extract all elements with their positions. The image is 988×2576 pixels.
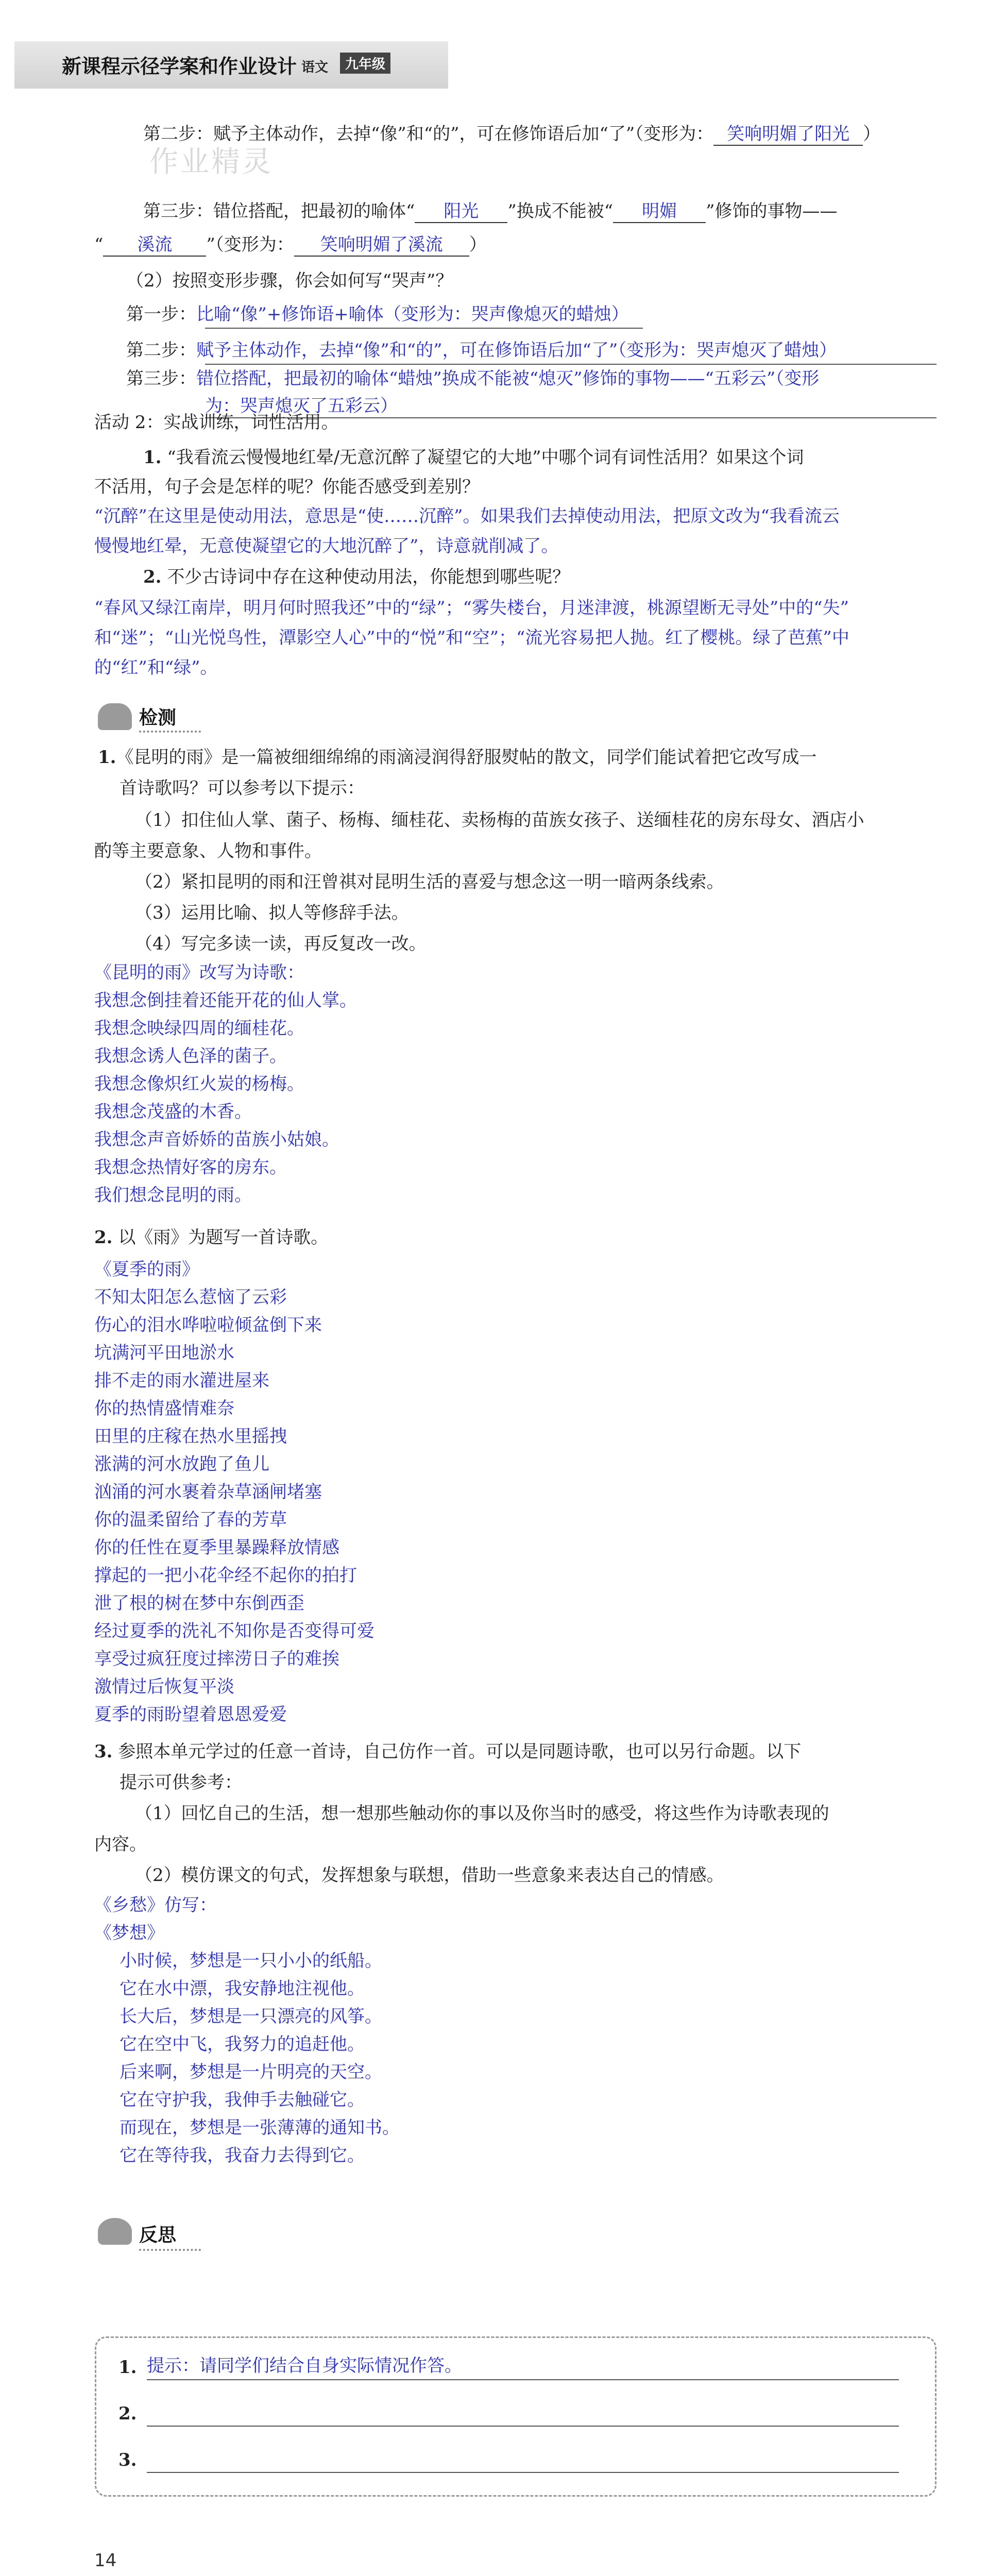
poem2-line: 夏季的雨盼望着恩恩爱爱 <box>94 1704 287 1725</box>
reflect-section-heading: 反思 <box>139 2225 177 2246</box>
act2-q1: 1. “我看流云慢慢地红晕/无意沉醉了凝望它的大地”中哪个词有词性活用？如果这个词 <box>143 447 804 468</box>
q2-intro: （2）按照变形步骤，你会如何写“哭声”？ <box>126 270 453 291</box>
poem2-line: 你的热情盛情难奈 <box>94 1398 234 1419</box>
poem3-line: 长大后，梦想是一只漂亮的风筝。 <box>120 2006 382 2027</box>
poem2-line: 经过夏季的洗礼不知你是否变得可爱 <box>94 1621 374 1641</box>
poem2-line: 坑满河平田地淤水 <box>94 1343 234 1363</box>
act2-a1-l2: 慢慢地红晕，无意使凝望它的大地沉醉了”，诗意就削减了。 <box>94 536 559 556</box>
check-q2: 2. 以《雨》为题写一首诗歌。 <box>94 1227 329 1248</box>
page-number: 14 <box>94 2550 117 2571</box>
step3-line: 第三步：错位搭配，把最初的喻体“ 阳光 ”换成不能被“ 明媚 ”修饰的事物—— <box>143 201 838 223</box>
step3-vehicle-answer: 阳光 <box>415 201 507 223</box>
answer-underline <box>205 328 643 329</box>
act2-a1-l1: “沉醉”在这里是使动用法，意思是“使……沉醉”。如果我们去掉使动用法，把原文改为“我看流云 <box>94 506 840 527</box>
reflect-item-number: 2. <box>118 2403 137 2424</box>
section-divider <box>139 2249 201 2251</box>
header-grade-badge: 九年级 <box>340 53 390 74</box>
check-q3-cont: 提示可供参考： <box>120 1772 242 1793</box>
poem1-line: 我想念热情好客的房东。 <box>94 1157 287 1178</box>
answer-underline <box>205 364 936 365</box>
reflect-item-answer: 提示：请同学们结合自身实际情况作答。 <box>147 2355 462 2376</box>
header-subject: 语文 <box>301 60 329 75</box>
q2-step3-answer: 错位搭配，把最初的喻体“蜡烛”换成不能被“熄灭”修饰的事物——“五彩云”（变形 <box>196 368 820 389</box>
q2-step1-answer: 比喻“像”+修饰语+喻体（变形为：哭声像熄灭的蜡烛） <box>196 304 629 325</box>
poem2-line: 你的任性在夏季里暴躁释放情感 <box>94 1537 339 1558</box>
poem2-line: 伤心的泪水哗啦啦倾盆倒下来 <box>94 1315 322 1335</box>
poem1-line: 我想念茂盛的木香。 <box>94 1101 252 1122</box>
reflect-answer-line <box>147 2472 899 2473</box>
activity-2-title: 活动 2：实战训练，词性活用。 <box>94 412 339 433</box>
poem3-line: 它在空中飞，我努力的追赶他。 <box>120 2034 365 2055</box>
check-section-icon <box>98 703 132 730</box>
poem2-line: 涨满的河水放跑了鱼儿 <box>94 1454 269 1475</box>
poem3-line: 而现在，梦想是一张薄薄的通知书。 <box>120 2117 400 2138</box>
poem3-line: 后来啊，梦想是一片明亮的天空。 <box>120 2062 382 2082</box>
poem2-line: 泄了根的树在梦中东倒西歪 <box>94 1593 304 1614</box>
check-q1: 1.《昆明的雨》是一篇被细细绵绵的雨滴浸润得舒服熨帖的散文，同学们能试着把它改写成一 <box>98 747 817 768</box>
act2-a2-l2: 和“迷”；“山光悦鸟性，潭影空人心”中的“悦”和“空”；“流光容易把人抛。红了樱桃。绿了芭蕉”中 <box>94 628 849 648</box>
poem1-title: 《昆明的雨》改写为诗歌： <box>94 962 304 983</box>
poem2-line: 汹涌的河水裹着杂草涵闸堵塞 <box>94 1482 322 1502</box>
poem3-line: 它在水中漂，我安静地注视他。 <box>120 1978 365 1999</box>
step2-line: 第二步：赋予主体动作，去掉“像”和“的”，可在修饰语后加“了”（变形为： 笑响明媚了阳光 ） <box>143 124 880 146</box>
act2-q2: 2. 不少古诗词中存在这种使动用法，你能想到哪些呢？ <box>143 567 570 587</box>
step3-new-vehicle-answer: 溪流 <box>103 234 206 257</box>
poem1-line: 我想念像炽红火炭的杨梅。 <box>94 1074 304 1094</box>
poem2-line: 你的温柔留给了春的芳草 <box>94 1510 287 1530</box>
q2-step3-answer-cont: 为：哭声熄灭了五彩云） <box>205 396 398 416</box>
poem3-line: 小时候，梦想是一只小小的纸船。 <box>120 1951 382 1971</box>
act2-q1-cont: 不活用，句子会是怎样的呢？你能否感受到差别？ <box>94 477 480 497</box>
step3-result-answer: 笑响明媚了溪流 <box>294 234 469 257</box>
section-divider <box>139 731 201 733</box>
step3-line-2: “ 溪流 ”（变形为： 笑响明媚了溪流 ） <box>94 234 487 257</box>
poem2-line: 撑起的一把小花伞经不起你的拍打 <box>94 1565 357 1586</box>
poem1-line: 我想念声音娇娇的苗族小姑娘。 <box>94 1129 339 1150</box>
poem1-line: 我想念倒挂着还能开花的仙人掌。 <box>94 990 357 1011</box>
q2-step2-answer: 赋予主体动作，去掉“像”和“的”，可在修饰语后加“了”（变形为：哭声熄灭了蜡烛） <box>196 340 837 361</box>
check-q3-tip1-cont: 内容。 <box>94 1834 147 1855</box>
act2-a2-l3: 的“红”和“绿”。 <box>94 657 218 678</box>
watermark: 作业精灵 <box>149 145 273 179</box>
check-q1-cont: 首诗歌吗？可以参考以下提示： <box>120 778 365 799</box>
poem3-pre: 《乡愁》仿写： <box>94 1895 217 1916</box>
check-q1-tip1: （1）扣住仙人掌、菌子、杨梅、缅桂花、卖杨梅的苗族女孩子、送缅桂花的房东母女、酒店小 <box>135 810 864 831</box>
poem3-line: 它在等待我，我奋力去得到它。 <box>120 2145 365 2166</box>
poem2-line: 田里的庄稼在热水里摇拽 <box>94 1426 287 1447</box>
check-q1-tip3: （3）运用比喻、拟人等修辞手法。 <box>135 903 409 923</box>
poem2-line: 不知太阳怎么惹恼了云彩 <box>94 1287 287 1308</box>
poem2-line: 激情过后恢复平淡 <box>94 1676 234 1697</box>
step3-modifier-answer: 明媚 <box>613 201 706 223</box>
poem2-line: 享受过疯狂度过摔涝日子的难挨 <box>94 1649 339 1669</box>
q2-step1: 第一步：比喻“像”+修饰语+喻体（变形为：哭声像熄灭的蜡烛） <box>126 304 629 325</box>
check-q3-tip2: （2）模仿课文的句式，发挥想象与联想，借助一些意象来表达自己的情感。 <box>135 1865 724 1886</box>
check-section-heading: 检测 <box>139 707 177 728</box>
poem2-line: 排不走的雨水灌进屋来 <box>94 1370 269 1391</box>
reflect-answer-line <box>147 2379 899 2380</box>
step2-answer: 笑响明媚了阳光 <box>713 124 863 146</box>
q2-step3: 第三步：错位搭配，把最初的喻体“蜡烛”换成不能被“熄灭”修饰的事物——“五彩云”（变形 <box>126 368 820 389</box>
check-q3: 3. 参照本单元学过的任意一首诗，自己仿作一首。可以是同题诗歌，也可以另行命题。以下 <box>94 1741 802 1762</box>
poem1-line: 我想念映绿四周的缅桂花。 <box>94 1018 304 1039</box>
check-q1-tip2: （2）紧扣昆明的雨和汪曾祺对昆明生活的喜爱与想念这一明一暗两条线索。 <box>135 872 724 892</box>
poem1-line: 我想念诱人色泽的菌子。 <box>94 1046 287 1066</box>
poem2-title: 《夏季的雨》 <box>94 1259 199 1280</box>
reflect-item-number: 3. <box>118 2450 137 2470</box>
act2-a2-l1: “春风又绿江南岸，明月何时照我还”中的“绿”；“雾失楼台，月迷津渡，桃源望断无寻处”中的“失” <box>94 598 849 618</box>
check-q3-tip1: （1）回忆自己的生活，想一想那些触动你的事以及你当时的感受，将这些作为诗歌表现的 <box>135 1803 829 1824</box>
reflect-answer-line <box>147 2426 899 2427</box>
poem1-line: 我们想念昆明的雨。 <box>94 1185 252 1206</box>
check-q1-tip1-cont: 酌等主要意象、人物和事件。 <box>94 841 322 861</box>
poem3-line: 它在守护我，我伸手去触碰它。 <box>120 2090 365 2110</box>
q2-step2: 第二步：赋予主体动作，去掉“像”和“的”，可在修饰语后加“了”（变形为：哭声熄灭了蜡烛） <box>126 340 837 361</box>
check-q1-tip4: （4）写完多读一读，再反复改一改。 <box>135 934 427 954</box>
reflect-section-icon <box>98 2218 132 2245</box>
poem3-title: 《梦想》 <box>94 1923 164 1943</box>
reflect-item-number: 1. <box>118 2357 137 2378</box>
header-title: 新课程示径学案和作业设计 <box>62 55 297 78</box>
